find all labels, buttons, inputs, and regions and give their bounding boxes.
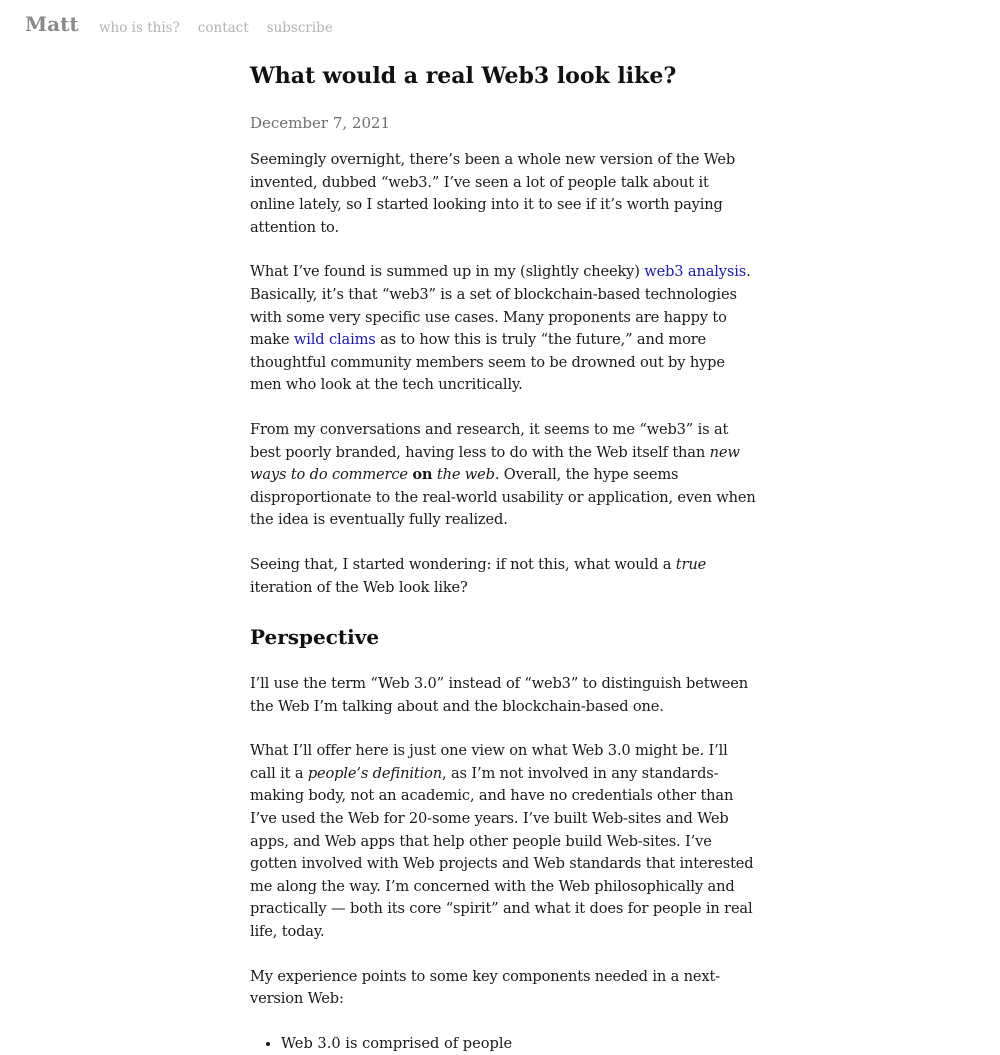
emphasis-text: new ways to do commerce: [250, 443, 740, 484]
article-date: December 7, 2021: [250, 114, 391, 132]
paragraph-text: . Overall, the hype seems disproportionate to the real-world usability or application, even when the idea is eventually fully realized.: [250, 466, 756, 529]
emphasis-text: the web: [432, 466, 495, 484]
emphasis-text: true: [675, 555, 707, 573]
paragraph-text: What I’ve found is summed up in my (slightly cheeky): [250, 263, 645, 281]
wild-claims-link[interactable]: wild claims: [293, 331, 376, 349]
paragraph-text: From my conversations and research, it seems to me “web3” is at best poorly branded, having less to do with the Web itself than: [250, 420, 729, 461]
list-item: • Web 3.0 is comprised of people: [281, 1033, 756, 1055]
article: [250, 60, 756, 1055]
strong-text: on: [412, 466, 433, 484]
paragraph-components: My experience points to some key components needed in a next-version Web:: [250, 967, 720, 1008]
nav-link-subscribe[interactable]: subscribe: [266, 20, 333, 36]
site-header: [0, 0, 1000, 56]
web3-analysis-link[interactable]: web3 analysis: [644, 263, 747, 281]
section-heading-perspective: Perspective: [250, 625, 380, 650]
paragraph-research: [250, 419, 756, 532]
nav-link-who[interactable]: who is this?: [99, 20, 180, 36]
top-nav: [99, 20, 333, 36]
paragraph-text: Seeing that, I started wondering: if not this, what would a: [250, 555, 676, 573]
paragraph-intro: Seemingly overnight, there’s been a whole new version of the Web invented, dubbed “web3.” I’ve seen a lot of people talk about it online lately, so I started looking into it to see if it’s worth paying attention to.: [250, 151, 736, 236]
paragraph-view: [250, 740, 756, 943]
paragraph-text: as to how this is truly “the future,” and more thoughtful community members seem to be drowned out by hype men who look at the tech uncritically.: [250, 331, 725, 394]
paragraph-text: iteration of the Web look like?: [250, 578, 468, 596]
components-list: [250, 1033, 756, 1055]
paragraph-wondering: [250, 554, 756, 599]
article-title: What would a real Web3 look like?: [250, 63, 677, 89]
emphasis-text: people’s definition: [307, 764, 443, 782]
paragraph-terminology: I’ll use the term “Web 3.0” instead of “web3” to distinguish between the Web I’m talking about and the blockchain-based one.: [250, 675, 748, 715]
paragraph-findings: [250, 261, 756, 397]
paragraph-text: . Basically, it’s that “web3” is a set of blockchain-based technologies with some very specific use cases. Many proponents are happy to make: [250, 263, 751, 349]
brand-link[interactable]: Matt: [25, 12, 79, 36]
paragraph-text: What I’ll offer here is just one view on what Web 3.0 might be. I’ll call it a: [250, 742, 728, 782]
nav-link-contact[interactable]: contact: [197, 20, 249, 36]
paragraph-text: , as I’m not involved in any standards-making body, not an academic, and have no credentials other than I’ve used the Web for 20-some years. I’ve built Web-sites and Web apps, and Web apps that help other people build Web-sites. I’ve gotten involved with Web projects and Web standards that interested me along the way. I’m concerned with the Web philosophically and practically — both its core “spirit” and what it does for people in real life, today.: [250, 764, 754, 941]
